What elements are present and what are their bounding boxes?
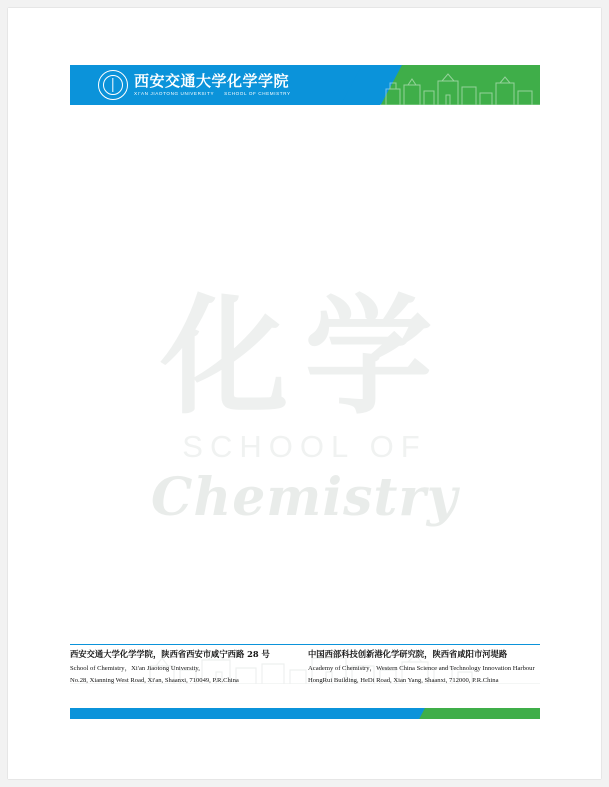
letterhead-sheet bbox=[8, 8, 601, 779]
logo-title-cn bbox=[134, 71, 291, 90]
watermark-cn: 化学 bbox=[160, 282, 449, 432]
logo-university-cn: 西安交通大学 bbox=[134, 71, 228, 90]
footer-left-cn: 西安交通大学化学学院，陕西省西安市咸宁西路 28 号 bbox=[70, 649, 270, 659]
header-band bbox=[70, 65, 540, 105]
logo-text bbox=[134, 71, 291, 97]
footer-divider bbox=[70, 644, 540, 645]
footer-address-right bbox=[308, 648, 540, 687]
footer-right-en-line2: HongRui Building, HeDi Road, Xian Yang, Shaanxi, 712000, P.R.China bbox=[308, 676, 499, 684]
logo-university-en: XI'AN JIAOTONG UNIVERSITY bbox=[134, 90, 215, 96]
footer-blue-block bbox=[70, 708, 418, 719]
logo-title-en bbox=[134, 92, 291, 97]
watermark-chemistry: Chemistry bbox=[151, 467, 458, 528]
footer-green-block bbox=[422, 708, 540, 719]
logo-school-cn: 化学学院 bbox=[227, 71, 290, 90]
footer-right-en-line1: Academy of Chemistry，Western China Science and Technology Innovation Harbour bbox=[308, 665, 535, 673]
footer-left-en-line2: No.28, Xianning West Road, Xi'an, Shaanxi, 710049, P.R.China bbox=[70, 676, 239, 684]
footer-left-en-line1: School of Chemistry，Xi'an Jiaotong University, bbox=[70, 665, 200, 673]
logo-school-en: SCHOOL OF CHEMISTRY bbox=[224, 90, 291, 96]
footer-address-left bbox=[70, 648, 302, 687]
campus-skyline-icon bbox=[380, 65, 540, 105]
footer-right-cn: 中国西部科技创新港化学研究院，陕西省咸阳市河堤路 bbox=[308, 649, 508, 659]
footer-address-block bbox=[70, 648, 540, 687]
watermark bbox=[8, 282, 601, 528]
xjtu-seal-icon bbox=[98, 70, 128, 100]
logo bbox=[98, 68, 291, 102]
footer-band bbox=[70, 708, 540, 719]
watermark-school: SCHOOL OF bbox=[182, 429, 427, 464]
